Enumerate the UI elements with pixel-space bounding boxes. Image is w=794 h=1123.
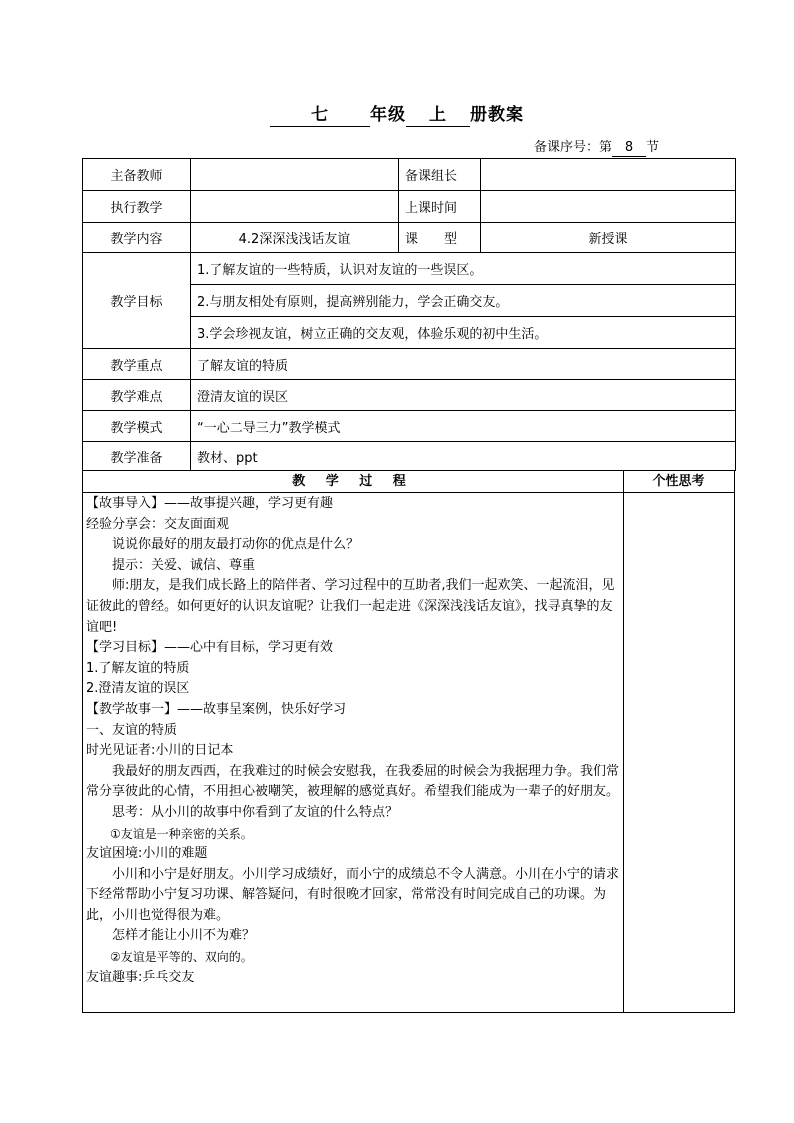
process-line: 经验分享会：交友面面观 — [86, 516, 230, 532]
mode-label: 教学模式 — [83, 411, 191, 442]
exec-teacher-field[interactable] — [191, 191, 399, 223]
teaching-process-section — [82, 470, 735, 1013]
key-label: 教学重点 — [83, 349, 191, 380]
process-line: 提示：关爱、诚信、尊重 — [112, 557, 256, 573]
lesson-number — [534, 140, 659, 157]
page-title — [0, 104, 794, 127]
group-leader-field[interactable] — [481, 159, 736, 191]
content-value: 4.2深深浅浅话友谊 — [191, 223, 399, 253]
main-teacher-label: 主备教师 — [83, 159, 191, 191]
prep-label: 教学准备 — [83, 442, 191, 471]
process-line: 怎样才能让小川不为难？ — [112, 928, 256, 944]
process-line: 友谊困境:小川的难题 — [86, 846, 208, 862]
content-label: 教学内容 — [83, 223, 191, 253]
process-paragraph: 师:朋友，是我们成长路上的陪伴者、学习过程中的互助者,我们一起欢笑、一起流泪，见证彼此的曾经。如何更好的认识友谊呢？让我们一起走进《深深浅浅话友谊》，找寻真挚的友谊吧! — [86, 578, 615, 635]
process-line: 一、友谊的特质 — [86, 722, 178, 738]
term-suffix: 册教案 — [470, 105, 524, 125]
column-divider — [623, 471, 624, 1012]
difficulty-value: 澄清友谊的误区 — [191, 380, 736, 411]
process-line: 友谊趣事:乒乓交友 — [86, 969, 195, 985]
term-value: 上 — [406, 104, 470, 127]
lesson-number-suffix: 节 — [646, 140, 660, 155]
process-content — [86, 494, 620, 988]
process-paragraph: 小川和小宁是好朋友。小川学习成绩好，而小宁的成绩总不令人满意。小川在小宁的请求下经常帮助小宁复习功课、解答疑问，有时很晚才回家，常常没有时间完成自己的功课。为此，小川也觉得很为难。 — [86, 866, 620, 923]
goal-item: 1.了解友谊的一些特质，认识对友谊的一些误区。 — [191, 253, 736, 285]
personal-thoughts-label: 个性思考 — [652, 474, 705, 489]
section-heading: 【教学故事一】——故事呈案例，快乐好学习 — [86, 701, 347, 717]
class-time-label: 上课时间 — [399, 191, 481, 223]
section-heading: 【学习目标】——心中有目标，学习更有效 — [86, 640, 334, 656]
process-header — [83, 471, 734, 493]
process-line: 说说你最好的朋友最打动你的优点是什么？ — [112, 537, 360, 553]
lesson-number-value: 8 — [612, 140, 646, 157]
prep-value: 教材、ppt — [191, 442, 736, 471]
mode-value: “一心二导三力”教学模式 — [191, 411, 736, 442]
group-leader-label: 备课组长 — [399, 159, 481, 191]
grade-value: 七 — [270, 104, 370, 127]
process-line: 1.了解友谊的特质 — [86, 660, 190, 676]
section-heading: 【故事导入】——故事提兴趣，学习更有趣 — [86, 496, 334, 511]
exec-teacher-label: 执行教学 — [83, 191, 191, 223]
process-line: 思考：从小川的故事中你看到了友谊的什么特点？ — [112, 804, 399, 820]
goal-item: 3.学会珍视友谊，树立正确的交友观，体验乐观的初中生活。 — [191, 317, 736, 349]
process-header-label: 教 学 过 程 — [292, 474, 414, 489]
class-time-field[interactable] — [481, 191, 736, 223]
lesson-info-table — [82, 158, 736, 471]
type-label: 课 型 — [399, 223, 481, 253]
goal-item: 2.与朋友相处有原则，提高辨别能力，学会正确交友。 — [191, 285, 736, 317]
process-line: ②友谊是平等的、双向的。 — [110, 950, 253, 965]
key-value: 了解友谊的特质 — [191, 349, 736, 380]
lesson-number-label: 备课序号：第 — [534, 140, 613, 155]
process-paragraph: 我最好的朋友西西，在我难过的时候会安慰我，在我委屈的时候会为我据理力争。我们常常分享彼此的心情，不用担心被嘲笑，被理解的感觉真好。希望我们能成为一辈子的好朋友。 — [86, 763, 620, 800]
process-line: 时光见证者:小川的日记本 — [86, 743, 234, 759]
goals-label: 教学目标 — [83, 253, 191, 349]
type-value: 新授课 — [481, 223, 736, 253]
process-line: ①友谊是一种亲密的关系。 — [110, 826, 253, 841]
main-teacher-field[interactable] — [191, 159, 399, 191]
process-line: 2.澄清友谊的误区 — [86, 681, 190, 697]
difficulty-label: 教学难点 — [83, 380, 191, 411]
grade-suffix: 年级 — [370, 105, 406, 125]
